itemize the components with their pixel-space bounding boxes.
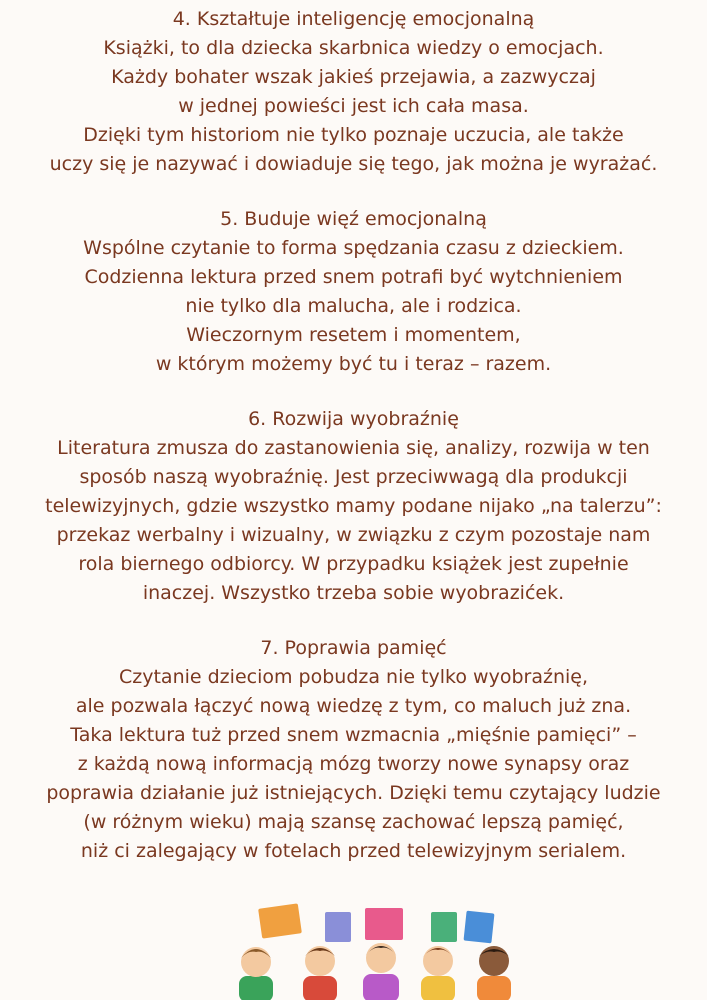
section-emotional-bond — [0, 205, 707, 379]
kid-figure — [363, 943, 399, 1000]
text-line: Każdy bohater wszak jakieś przejawia, a zazwyczaj — [111, 66, 596, 88]
section-heading: 7. Poprawia pamięć — [260, 637, 447, 659]
text-line: poprawia działanie już istniejących. Dzięki temu czytający ludzie — [46, 782, 661, 804]
text-line: Wspólne czytanie to forma spędzania czasu z dzieckiem. — [83, 237, 624, 259]
book-icon — [365, 908, 403, 940]
text-line: niż ci zalegający w fotelach przed telewizyjnym serialem. — [80, 840, 627, 862]
text-line: z każdą nową informacją mózg tworzy nowe synapsy oraz — [77, 753, 630, 775]
section-heading: 5. Buduje więź emocjonalną — [220, 208, 487, 230]
section-heading: 6. Rozwija wyobraźnię — [248, 408, 459, 430]
text-line: uczy się je nazywać i dowiaduje się tego, jak można je wyrażać. — [49, 153, 658, 175]
kids-reading-illustration — [215, 900, 535, 1000]
text-line: w którym możemy być tu i teraz – razem. — [155, 353, 552, 375]
text-line: Czytanie dzieciom pobudza nie tylko wyobraźnię, — [119, 666, 588, 688]
text-line: telewizyjnych, gdzie wszystko mamy podane nijako „na talerzu”: — [45, 495, 662, 517]
text-line: (w różnym wieku) mają szansę zachować lepszą pamięć, — [83, 811, 624, 833]
kid-figure — [303, 946, 337, 1000]
article-body — [0, 5, 707, 892]
text-line: Taka lektura tuż przed snem wzmacnia „mięśnie pamięci” – — [70, 724, 637, 746]
text-line: nie tylko dla malucha, ale i rodzica. — [185, 295, 522, 317]
text-line: przekaz werbalny i wizualny, w związku z czym pozostaje nam — [56, 524, 651, 546]
text-line: ale pozwala łączyć nową wiedzę z tym, co maluch już zna. — [75, 695, 632, 717]
section-heading: 4. Kształtuje inteligencję emocjonalną — [172, 8, 535, 30]
book-icon — [258, 903, 302, 938]
text-line: sposób naszą wyobraźnię. Jest przeciwwagą dla produkcji — [79, 466, 628, 488]
text-line: Książki, to dla dziecka skarbnica wiedzy o emocjach. — [103, 37, 604, 59]
book-icon — [325, 912, 351, 942]
text-line: w jednej powieści jest ich cała masa. — [178, 95, 529, 117]
kid-figure — [421, 946, 455, 1000]
text-line: Dzięki tym historiom nie tylko poznaje uczucia, ale także — [83, 124, 624, 146]
book-icon — [431, 912, 457, 942]
text-line: Codzienna lektura przed snem potrafi być wytchnieniem — [84, 266, 623, 288]
text-line: rola biernego odbiorcy. W przypadku książek jest zupełnie — [78, 553, 629, 575]
kid-figure — [239, 947, 273, 1000]
kid-figure — [477, 946, 511, 1000]
section-emotional-intelligence — [0, 5, 707, 179]
text-line: inaczej. Wszystko trzeba sobie wyobrazićek. — [142, 582, 565, 604]
book-icon — [464, 911, 495, 944]
section-memory — [0, 634, 707, 866]
text-line: Wieczornym resetem i momentem, — [186, 324, 521, 346]
text-line: Literatura zmusza do zastanowienia się, analizy, rozwija w ten — [57, 437, 650, 459]
section-imagination — [0, 405, 707, 608]
